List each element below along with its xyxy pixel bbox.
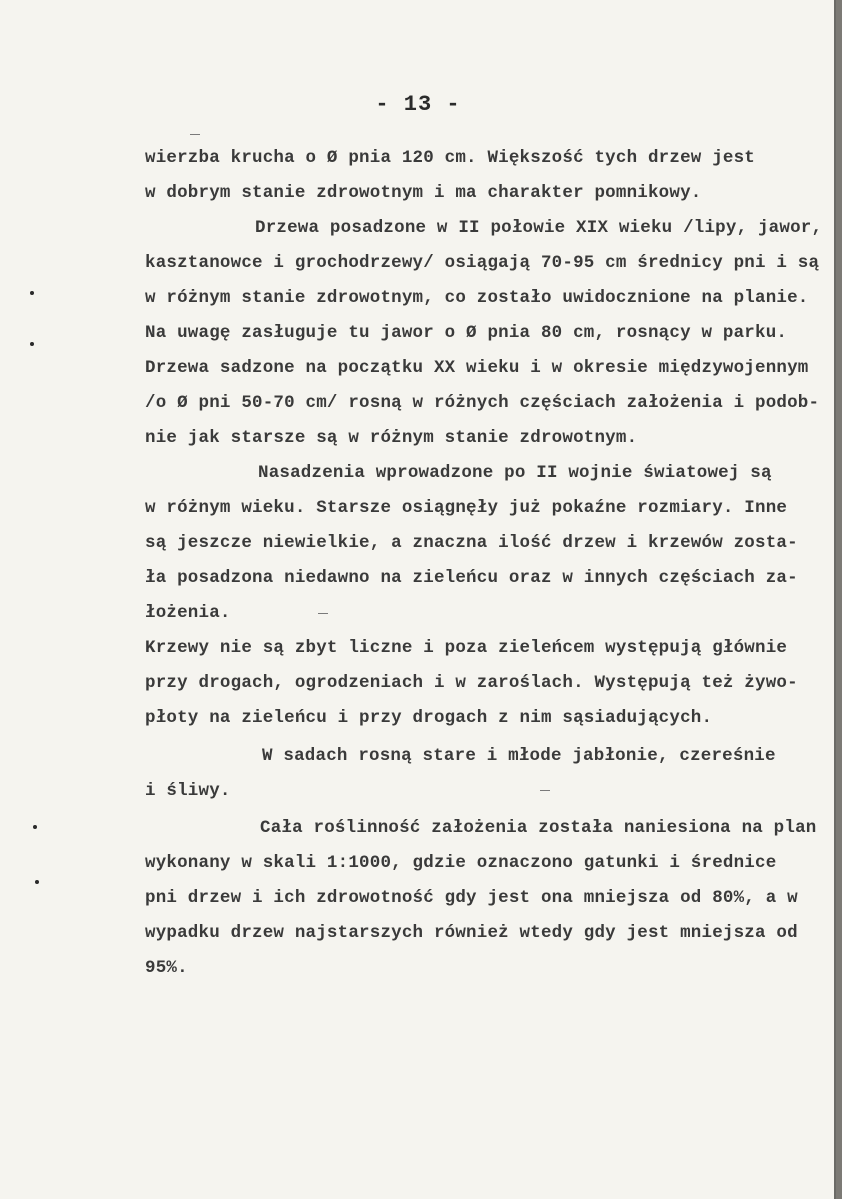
text-line: przy drogach, ogrodzeniach i w zaroślach. Występują też żywo- <box>145 673 798 693</box>
margin-tick <box>190 134 200 135</box>
page-number: - 13 - <box>375 92 461 117</box>
text-line: nie jak starsze są w różnym stanie zdrowotnym. <box>145 428 638 448</box>
punch-mark <box>33 825 37 829</box>
text-line: 95%. <box>145 958 188 978</box>
text-line: i śliwy. <box>145 781 231 801</box>
text-line: w różnym stanie zdrowotnym, co zostało uwidocznione na planie. <box>145 288 809 308</box>
text-line: kasztanowce i grochodrzewy/ osiągają 70-95 cm średnicy pni i są <box>145 253 820 273</box>
text-line: wykonany w skali 1:1000, gdzie oznaczono gatunki i średnice <box>145 853 777 873</box>
punch-mark <box>30 342 34 346</box>
text-line: płoty na zieleńcu i przy drogach z nim sąsiadujących. <box>145 708 713 728</box>
text-line: Krzewy nie są zbyt liczne i poza zieleńcem występują głównie <box>145 638 788 658</box>
text-line: W sadach rosną stare i młode jabłonie, czereśnie <box>262 746 776 766</box>
margin-tick <box>540 790 550 791</box>
text-line: Drzewa posadzone w II połowie XIX wieku /lipy, jawor, <box>255 218 823 238</box>
text-line: /o Ø pni 50-70 cm/ rosną w różnych częściach założenia i podob- <box>145 393 820 413</box>
text-line: pni drzew i ich zdrowotność gdy jest ona mniejsza od 80%, a w <box>145 888 798 908</box>
text-line: wierzba krucha o Ø pnia 120 cm. Większość tych drzew jest <box>145 148 755 168</box>
text-line: ła posadzona niedawno na zieleńcu oraz w innych częściach za- <box>145 568 798 588</box>
text-line: są jeszcze niewielkie, a znaczna ilość drzew i krzewów zosta- <box>145 533 798 553</box>
text-line: wypadku drzew najstarszych również wtedy gdy jest mniejsza od <box>145 923 798 943</box>
text-line: Drzewa sadzone na początku XX wieku i w okresie międzywojennym <box>145 358 809 378</box>
text-line: Na uwagę zasługuje tu jawor o Ø pnia 80 cm, rosnący w parku. <box>145 323 788 343</box>
text-line: Cała roślinność założenia została naniesiona na plan <box>260 818 817 838</box>
text-line: w różnym wieku. Starsze osiągnęły już pokaźne rozmiary. Inne <box>145 498 788 518</box>
punch-mark <box>35 880 39 884</box>
text-line: łożenia. <box>145 603 231 623</box>
punch-mark <box>30 291 34 295</box>
text-line: w dobrym stanie zdrowotnym i ma charakter pomnikowy. <box>145 183 702 203</box>
page-edge <box>836 0 842 1199</box>
margin-tick <box>318 613 328 614</box>
text-line: Nasadzenia wprowadzone po II wojnie światowej są <box>258 463 772 483</box>
